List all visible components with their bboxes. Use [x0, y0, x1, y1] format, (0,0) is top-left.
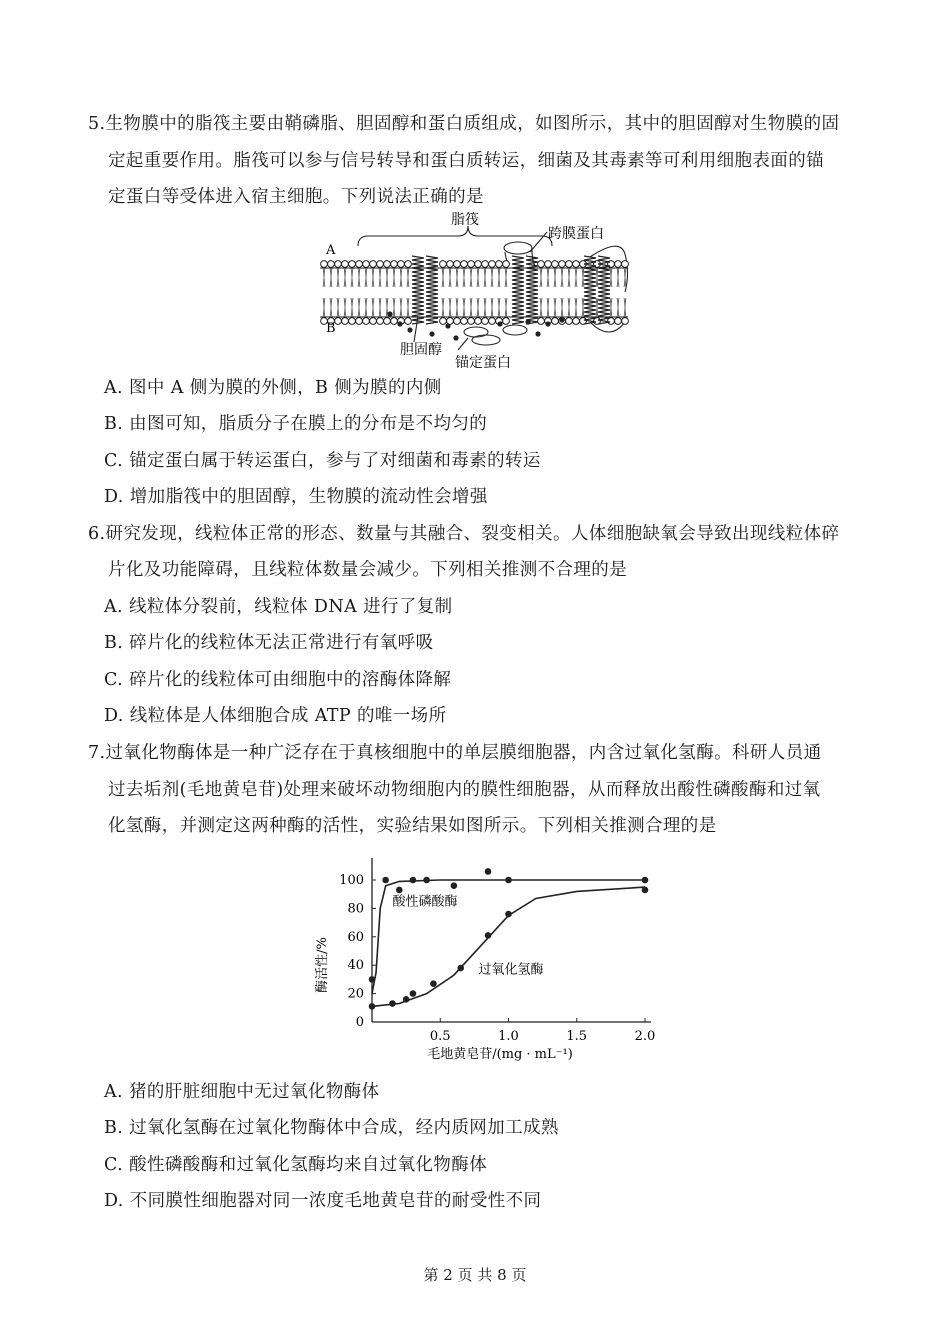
lipid-head	[454, 318, 461, 325]
lipid-head	[391, 261, 398, 268]
lipid-head	[454, 261, 461, 268]
chart-y-axis-label: 酶活性/%	[315, 937, 330, 993]
enzyme-activity-chart	[300, 850, 680, 1065]
q5-stem-line-2: 定起重要作用。脂筏可以参与信号转导和蛋白质转运，细菌及其毒素等可利用细胞表面的锚	[108, 151, 824, 171]
data-point-series-2	[642, 887, 649, 894]
q5-option-b: B. 由图可知，脂质分子在膜上的分布是不均匀的	[104, 414, 488, 434]
lipid-head	[538, 318, 545, 325]
lipid-tail	[477, 268, 479, 317]
lipid-tail	[624, 268, 626, 317]
lipid-head	[615, 261, 622, 268]
page-footer: 第 2 页 共 8 页	[423, 1266, 527, 1284]
lipid-tail	[610, 268, 612, 317]
lipid-head	[503, 318, 510, 325]
lipid-tail	[498, 268, 500, 317]
lipid-head	[489, 318, 496, 325]
lipid-tail	[617, 268, 619, 317]
data-point-series-1	[410, 877, 417, 884]
lipid-head	[405, 318, 412, 325]
data-point-series-2	[505, 911, 512, 918]
lipid-head	[552, 318, 559, 325]
lipid-head	[335, 318, 342, 325]
label-lipid-raft: 脂筏	[451, 212, 479, 228]
y-tick-label: 100	[339, 873, 364, 888]
lipid-tail	[372, 268, 374, 317]
lipid-head	[468, 261, 475, 268]
lipid-head	[566, 318, 573, 325]
lipid-tail	[407, 268, 409, 317]
data-point-series-1	[423, 877, 430, 884]
lipid-head	[398, 261, 405, 268]
data-point-series-1	[642, 877, 649, 884]
y-tick-label: 60	[347, 929, 364, 945]
q5-option-d: D. 增加脂筏中的胆固醇，生物膜的流动性会增强	[104, 487, 488, 507]
q7-option-b: B. 过氧化氢酶在过氧化物酶体中合成，经内质网加工成熟	[104, 1118, 559, 1138]
q7-stem-line-1: 7.过氧化物酶体是一种广泛存在于真核细胞中的单层膜细胞器，内含过氧化氢酶。科研人员通	[88, 743, 822, 763]
y-tick-label: 40	[347, 958, 364, 974]
lipid-tail	[582, 268, 584, 317]
q7-option-a: A. 猪的肝脏细胞中无过氧化物酶体	[104, 1082, 380, 1102]
lipid-head	[349, 318, 356, 325]
q7-stem-line-2: 过去垢剂(毛地黄皂苷)处理来破坏动物细胞内的膜性细胞器，从而释放出酸性磷酸酶和过氧	[108, 780, 821, 800]
q6-stem-line-1: 6.研究发现，线粒体正常的形态、数量与其融合、裂变相关。人体细胞缺氧会导致出现线粒体碎	[88, 524, 840, 544]
lipid-head	[349, 261, 356, 268]
q6-option-d: D. 线粒体是人体细胞合成 ATP 的唯一场所	[104, 706, 447, 726]
lipid-head	[328, 261, 335, 268]
lipid-head	[356, 261, 363, 268]
label-side-b: B	[326, 321, 336, 336]
lipid-head	[482, 261, 489, 268]
lipid-head	[503, 261, 510, 268]
lipid-head	[391, 318, 398, 325]
data-point-series-1	[382, 877, 389, 884]
y-tick-label: 20	[347, 986, 364, 1002]
phospholipid-tails	[323, 268, 626, 317]
lipid-head	[475, 318, 482, 325]
lipid-head	[573, 318, 580, 325]
y-tick-label: 0	[355, 1015, 364, 1030]
lipid-tail	[575, 268, 577, 317]
series-label-catalase: 过氧化氢酶	[478, 962, 544, 978]
lipid-tail	[323, 268, 325, 317]
q7-stem-line-3: 化氢酶，并测定这两种酶的活性，实验结果如图所示。下列相关推测合理的是	[108, 816, 717, 836]
lipid-tail	[456, 268, 458, 317]
lipid-head	[321, 261, 328, 268]
lipid-head	[370, 318, 377, 325]
lipid-head	[552, 261, 559, 268]
data-point-series-2	[430, 980, 437, 987]
lipid-head	[405, 261, 412, 268]
lipid-head	[615, 318, 622, 325]
q7-option-d: D. 不同膜性细胞器对同一浓度毛地黄皂苷的耐受性不同	[104, 1191, 542, 1211]
lipid-head	[475, 261, 482, 268]
membrane-figure	[310, 212, 650, 372]
lipid-head	[461, 318, 468, 325]
lipid-tail	[470, 268, 472, 317]
q6-option-a: A. 线粒体分裂前，线粒体 DNA 进行了复制	[104, 597, 453, 617]
q6-option-c: C. 碎片化的线粒体可由细胞中的溶酶体降解	[104, 670, 452, 690]
lipid-head	[440, 318, 447, 325]
lipid-tail	[596, 268, 598, 317]
lipid-head	[461, 261, 468, 268]
lipid-tail	[379, 268, 381, 317]
lipid-tail	[554, 268, 556, 317]
lipid-head	[377, 318, 384, 325]
lipid-head	[573, 261, 580, 268]
label-cholesterol: 胆固醇	[400, 342, 442, 358]
lipid-tail	[386, 268, 388, 317]
lipid-head	[342, 318, 349, 325]
protein-helix	[426, 256, 438, 324]
lipid-head	[468, 318, 475, 325]
q6-option-b: B. 碎片化的线粒体无法正常进行有氧呼吸	[104, 633, 434, 653]
q7-option-c: C. 酸性磷酸酶和过氧化氢酶均来自过氧化物酶体	[104, 1155, 488, 1175]
lipid-tail	[547, 268, 549, 317]
lipid-head	[447, 318, 454, 325]
data-point-series-1	[485, 868, 492, 875]
lipid-tail	[505, 268, 507, 317]
lipid-tail	[449, 268, 451, 317]
lipid-tail	[393, 268, 395, 317]
y-tick-label: 80	[347, 901, 364, 917]
x-tick-label: 2.0	[634, 1029, 656, 1044]
lipid-head	[335, 261, 342, 268]
lipid-head	[538, 261, 545, 268]
lipid-tail	[561, 268, 563, 317]
lipid-head	[384, 318, 391, 325]
data-point-series-1	[505, 877, 512, 884]
lipid-head	[377, 261, 384, 268]
lipid-head	[370, 261, 377, 268]
protein-helix	[512, 256, 524, 324]
lipid-head	[356, 318, 363, 325]
label-transmembrane-protein: 跨膜蛋白	[548, 226, 604, 242]
lipid-tail	[337, 268, 339, 317]
protein-helix	[412, 256, 424, 324]
lipid-tail	[358, 268, 360, 317]
series-label-acid-phosphatase: 酸性磷酸酶	[392, 894, 458, 910]
data-point-series-1	[451, 882, 458, 889]
data-point-series-1	[369, 976, 376, 983]
q6-stem-line-2: 片化及功能障碍，且线粒体数量会减少。下列相关推测不合理的是	[108, 560, 628, 580]
lipid-tail	[351, 268, 353, 317]
data-point-series-2	[369, 1003, 376, 1010]
lipid-tail	[484, 268, 486, 317]
lipid-head	[545, 261, 552, 268]
lipid-tail	[491, 268, 493, 317]
lipid-tail	[400, 268, 402, 317]
q5-option-c: C. 锚定蛋白属于转运蛋白，参与了对细菌和毒素的转运	[104, 451, 541, 471]
label-anchor-protein: 锚定蛋白	[455, 355, 511, 371]
lipid-head	[496, 261, 503, 268]
chart-x-axis-label: 毛地黄皂苷/(mg · mL⁻¹)	[427, 1047, 573, 1062]
x-tick-label: 0.5	[429, 1029, 451, 1044]
lipid-tail	[568, 268, 570, 317]
q5-option-a: A. 图中 A 侧为膜的外侧，B 侧为膜的内侧	[104, 378, 442, 398]
lipid-head	[489, 261, 496, 268]
lipid-head	[566, 261, 573, 268]
lipid-head	[384, 261, 391, 268]
data-point-series-1	[396, 887, 403, 894]
label-side-a: A	[326, 243, 336, 258]
lipid-head	[559, 261, 566, 268]
lipid-head	[440, 261, 447, 268]
lipid-head	[447, 261, 454, 268]
lipid-head	[363, 261, 370, 268]
x-tick-label: 1.0	[498, 1029, 519, 1044]
lipid-head	[622, 318, 629, 325]
x-tick-label: 1.5	[566, 1029, 588, 1044]
lipid-tail	[344, 268, 346, 317]
lipid-tail	[540, 268, 542, 317]
data-point-series-2	[457, 965, 464, 972]
q5-stem-line-3: 定蛋白等受体进入宿主细胞。下列说法正确的是	[108, 187, 484, 207]
lipid-head	[622, 261, 629, 268]
lipid-head	[342, 261, 349, 268]
lipid-tail	[463, 268, 465, 317]
data-point-series-2	[410, 990, 417, 997]
data-point-series-2	[485, 932, 492, 939]
lipid-head	[363, 318, 370, 325]
lipid-head	[482, 318, 489, 325]
data-point-series-2	[389, 1000, 396, 1007]
lipid-tail	[442, 268, 444, 317]
q5-stem-line-1: 5.生物膜中的脂筏主要由鞘磷脂、胆固醇和蛋白质组成，如图所示，其中的胆固醇对生物膜的固	[88, 114, 840, 134]
protein-helix	[526, 256, 538, 324]
lipid-tail	[365, 268, 367, 317]
data-point-series-2	[403, 996, 410, 1003]
lipid-raft-brace	[358, 226, 552, 246]
lipid-tail	[330, 268, 332, 317]
